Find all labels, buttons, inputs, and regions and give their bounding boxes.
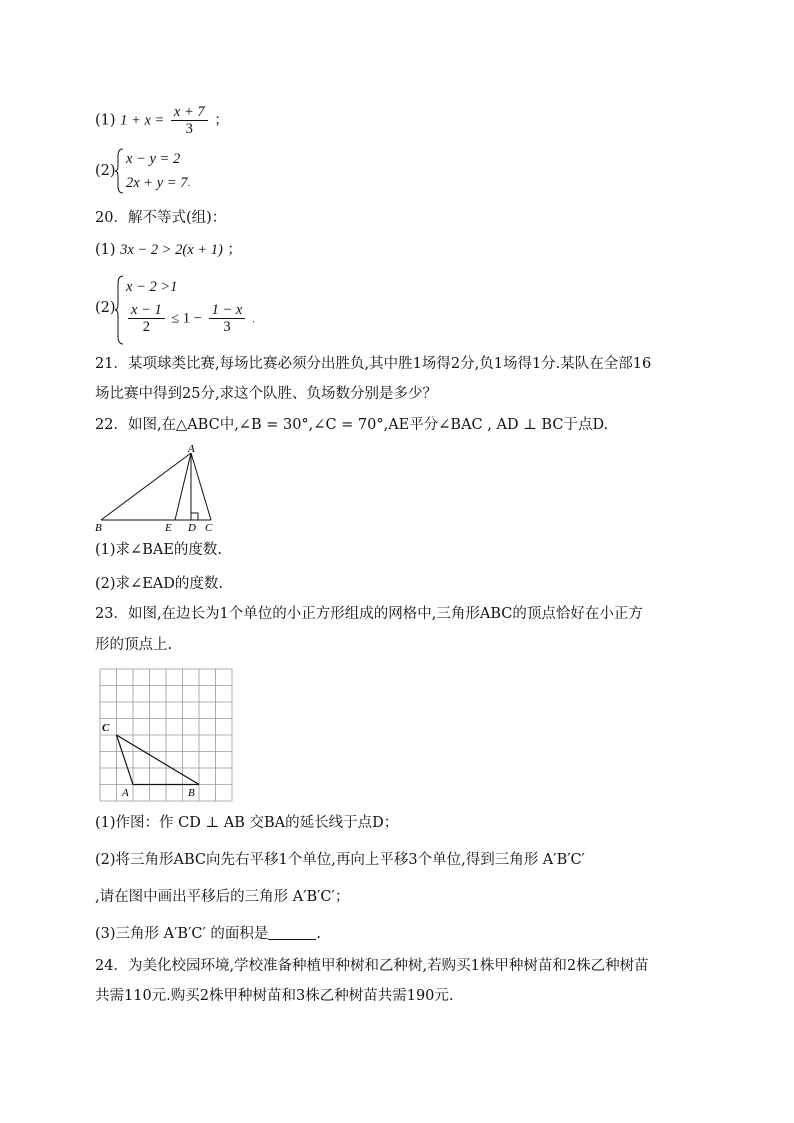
q20-part1: [95, 240, 242, 260]
q23-part3-text: (3)三角形 A′B′C′ 的面积是: [95, 926, 269, 942]
q20-title: 20．解不等式(组)：: [95, 210, 227, 226]
q24-line2: 共需110元.购买2株甲种树苗和3株乙种树苗共需190元.: [95, 988, 454, 1004]
q20-system-ineq1: x − 2 >1: [126, 279, 178, 295]
q23-part2: (2)将三角形ABC向先右平移1个单位,再向上平移3个单位,得到三角形 A′B′C′: [95, 852, 585, 868]
q20-fraction2: [209, 302, 246, 335]
q19-part1-numerator: x + 7: [171, 104, 208, 121]
q21-line1: 21．某项球类比赛,每场比赛必须分出胜负,其中胜1场得2分,负1场得1分.某队在全部16: [95, 356, 652, 372]
q23-grid-figure: [99, 668, 233, 802]
q20-part1-expr: 3x − 2 > 2(x + 1): [120, 242, 223, 258]
q20-part2-label: (2): [95, 300, 116, 316]
q19-system-eq2: 2x + y = 7: [126, 175, 188, 191]
q19-part1-fraction: [171, 104, 208, 137]
q22-part2: (2)求∠EAD的度数.: [95, 576, 223, 592]
q22-line1: 22．如图,在△ABC中,∠B = 30°,∠C = 70°,AE平分∠BAC , AD ⊥ BC于点D.: [95, 417, 609, 433]
q20-brace: [115, 275, 125, 345]
q24-line1: 24．为美化校园环境,学校准备种植甲种树和乙种树,若购买1株甲种树苗和2株乙种树苗: [95, 958, 649, 974]
q20-fraction2-numerator: 1 − x: [209, 302, 246, 319]
q20-part1-label: (1): [95, 242, 116, 258]
q23-part3: [95, 924, 321, 944]
q20-fraction1-numerator: x − 1: [128, 302, 165, 319]
q22-label-e: E: [165, 522, 172, 533]
q23-label-c: C: [102, 722, 110, 734]
q23-side-cb: [117, 735, 200, 785]
q19-part1-denominator: 3: [185, 121, 193, 137]
q23-line1: 23．如图,在边长为1个单位的小正方形组成的网格中,三角形ABC的顶点恰好在小正方: [95, 606, 643, 622]
q19-system-eq1: x − y = 2: [126, 151, 181, 167]
q22-part1: (1)求∠BAE的度数.: [95, 542, 223, 558]
q23-part1: (1)作图：作 CD ⊥ AB 交BA的延长线于点D；: [95, 815, 399, 831]
q19-part1-label: (1): [95, 112, 116, 129]
q20-system-ineq2: [126, 302, 255, 335]
q19-part2-label: (2): [95, 163, 116, 179]
q23-part3-end: .: [316, 926, 321, 942]
q23-side-ca: [117, 735, 134, 785]
q19-part1: [95, 104, 229, 137]
q22-label-b: B: [95, 522, 102, 533]
q21-line2: 场比赛中得到25分,求这个队胜、负场数分别是多少？: [95, 386, 438, 402]
q20-system-end: .: [251, 314, 256, 326]
q20-ineq2-middle: ≤ 1 −: [171, 310, 202, 327]
q20-fraction1-denominator: 2: [142, 319, 150, 335]
q22-right-angle-mark: [191, 513, 198, 520]
q23-part2-cont: ,请在图中画出平移后的三角形 A′B′C′；: [95, 889, 350, 905]
q22-side-ac: [191, 453, 211, 520]
q23-answer-blank[interactable]: [268, 925, 316, 940]
q19-system-end: .: [188, 178, 191, 189]
q23-line2: 形的顶点上.: [95, 637, 173, 653]
q22-label-c: C: [205, 522, 213, 533]
q22-label-d: D: [188, 522, 196, 533]
q19-brace: [115, 148, 125, 194]
q19-part1-end: ；: [214, 112, 229, 129]
q19-part1-expr: 1 + x =: [120, 112, 165, 129]
q22-triangle-figure: [93, 443, 223, 533]
q22-label-a: A: [188, 443, 195, 455]
q23-label-a: A: [122, 787, 129, 799]
q20-fraction2-denominator: 3: [223, 319, 231, 335]
q23-label-b: B: [188, 787, 195, 799]
q20-fraction1: [128, 302, 165, 335]
q20-part1-end: ；: [227, 242, 242, 258]
q23-grid: [100, 669, 232, 801]
